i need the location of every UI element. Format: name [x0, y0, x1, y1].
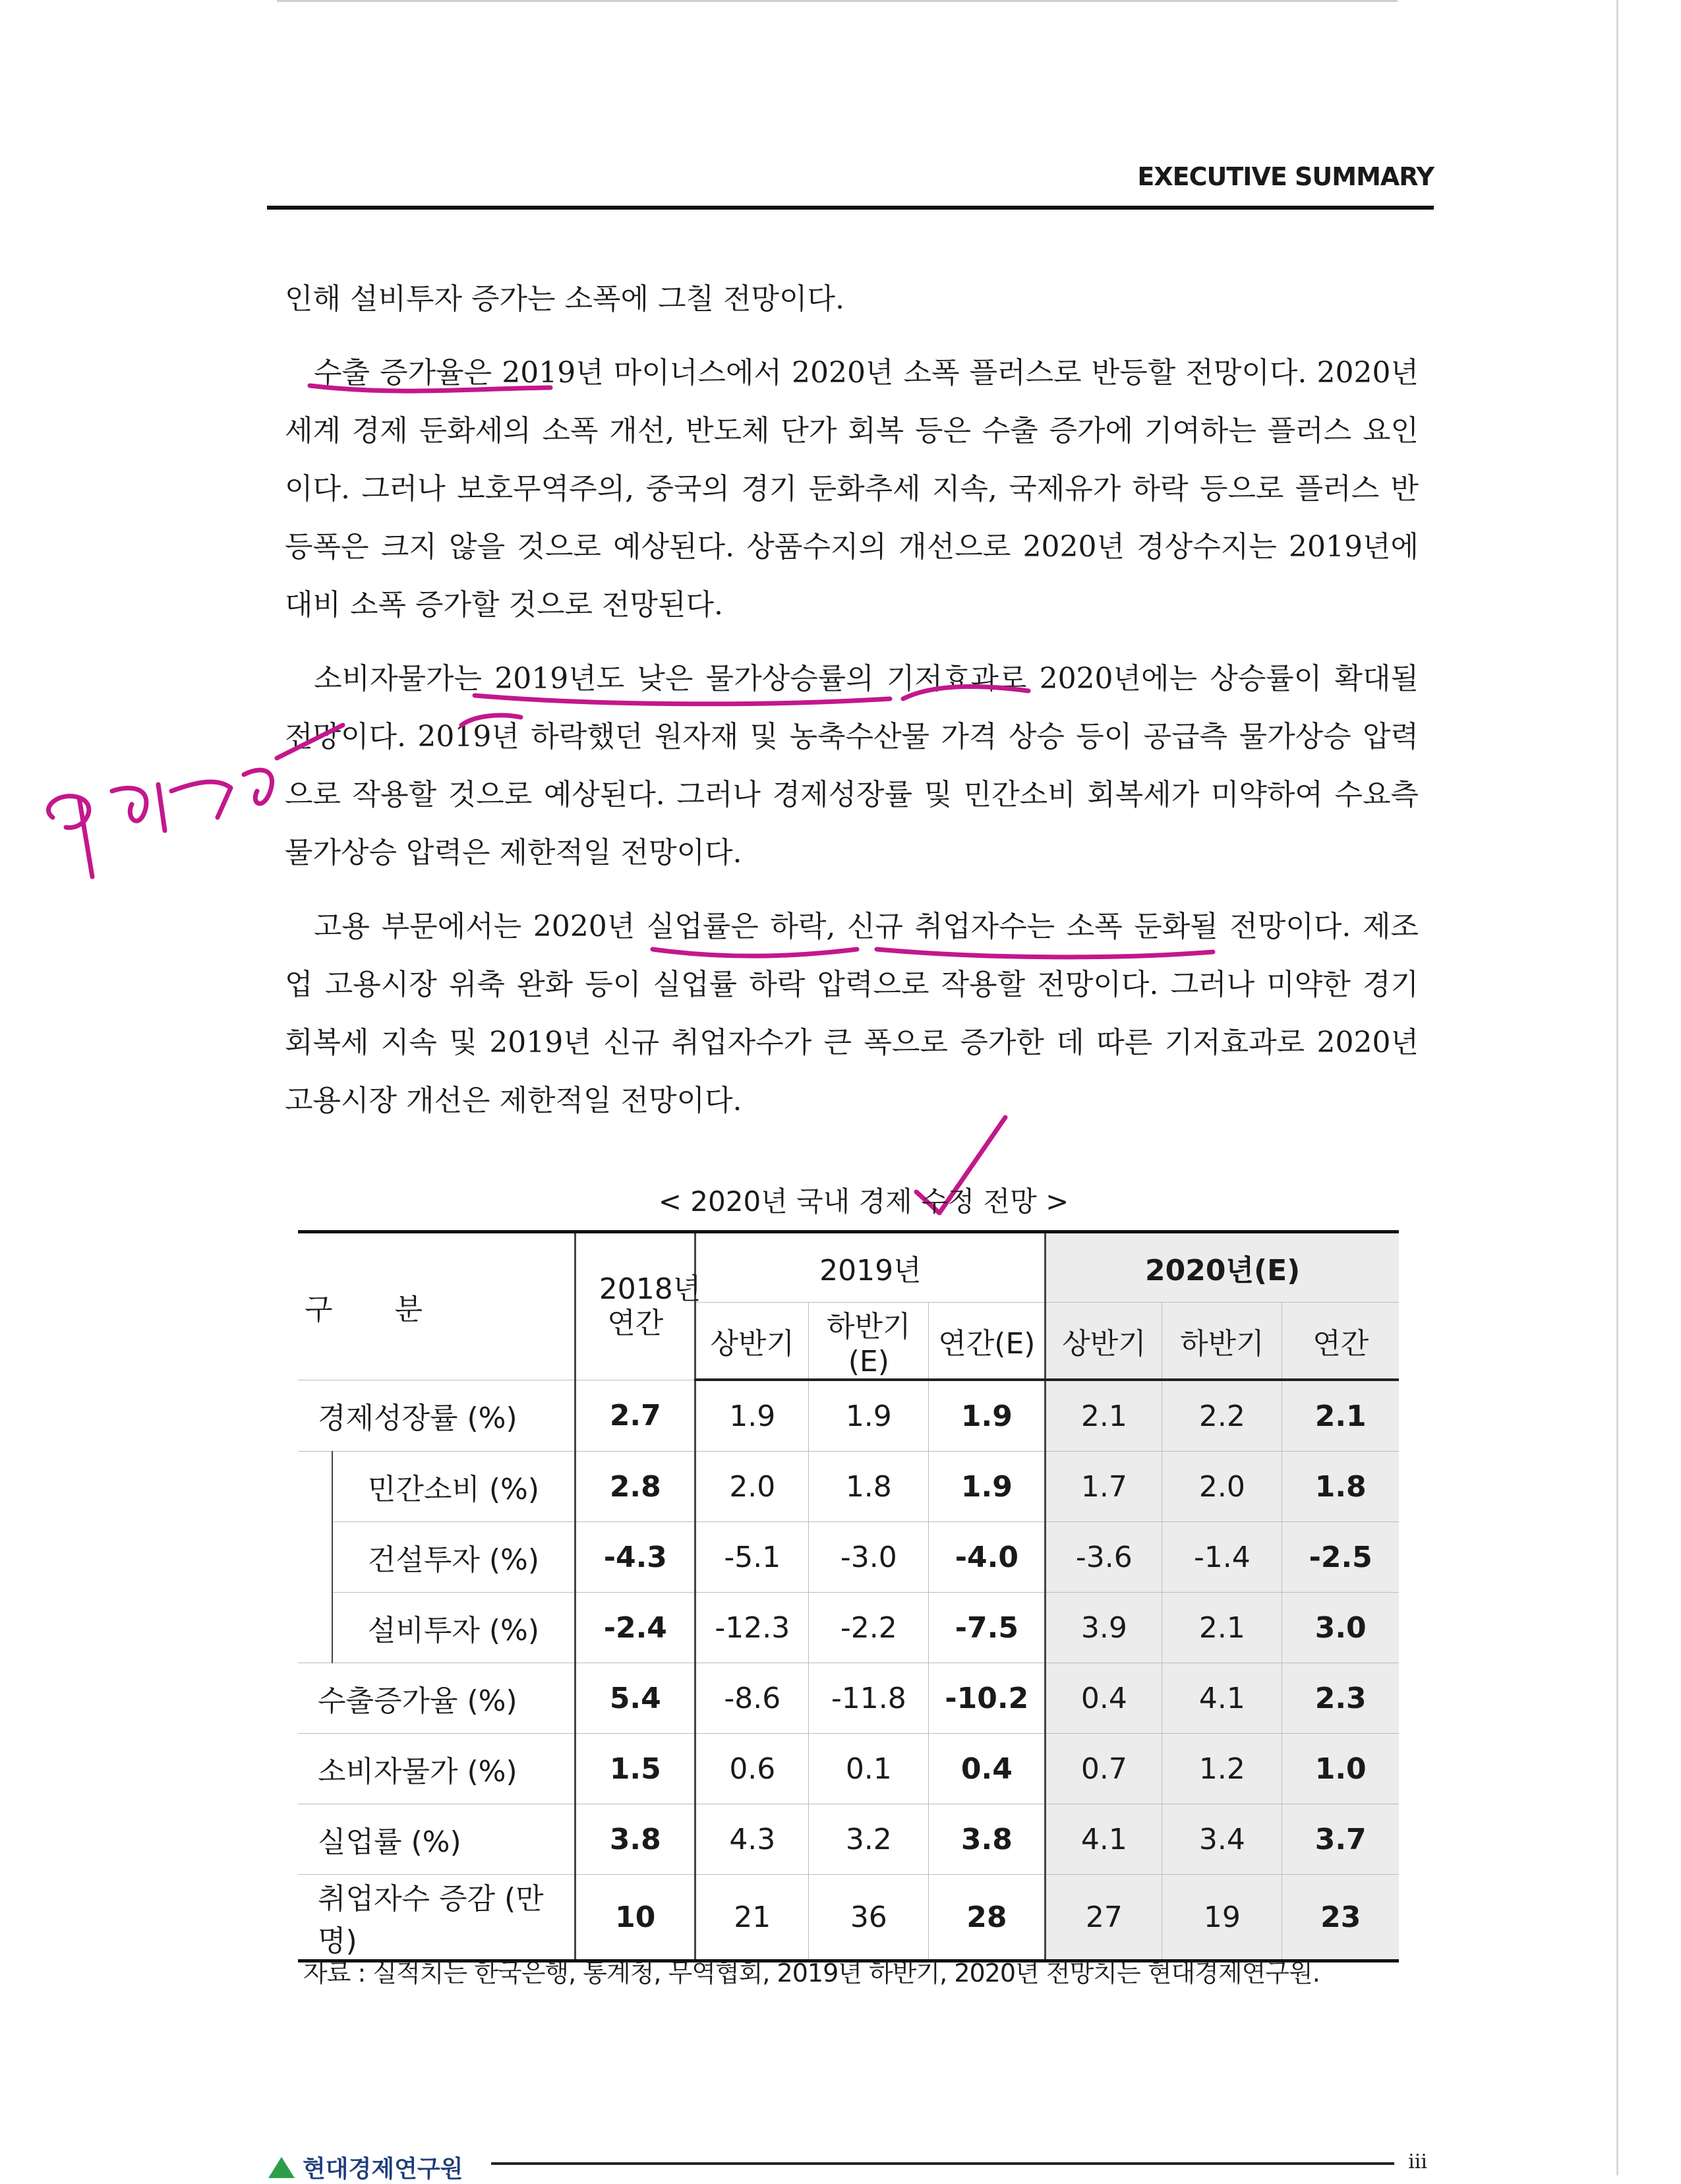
table-row-gdp — [298, 1380, 1399, 1452]
cell: 0.7 — [1046, 1734, 1162, 1804]
cell: 2.7 — [575, 1380, 695, 1452]
cell: 2.1 — [1282, 1380, 1399, 1452]
cell: 2.0 — [1162, 1452, 1282, 1522]
cell: 4.1 — [1162, 1663, 1282, 1734]
cell: 3.7 — [1282, 1804, 1399, 1875]
row-label: 취업자수 증감 (만명) — [298, 1875, 575, 1961]
cell: 0.6 — [695, 1734, 809, 1804]
logo-triangle-icon — [267, 2156, 296, 2179]
row-label: 건설투자 (%) — [332, 1522, 575, 1593]
cell: 4.3 — [695, 1804, 809, 1875]
table-row-construction — [298, 1522, 1399, 1593]
cell: 2.3 — [1282, 1663, 1399, 1734]
table-row-employment-change — [298, 1875, 1399, 1961]
table-row-facility — [298, 1593, 1399, 1663]
cell: 4.1 — [1046, 1804, 1162, 1875]
page-edge — [1616, 0, 1618, 2175]
row-label: 민간소비 (%) — [332, 1452, 575, 1522]
body-text — [285, 270, 1419, 1146]
cell: 1.2 — [1162, 1734, 1282, 1804]
forecast-table — [298, 1230, 1399, 1963]
cell: -4.3 — [575, 1522, 695, 1593]
cell: -4.0 — [929, 1522, 1046, 1593]
table-header-row-1 — [298, 1232, 1399, 1303]
cell: 19 — [1162, 1875, 1282, 1961]
cell: -7.5 — [929, 1593, 1046, 1663]
header-2018 — [575, 1232, 701, 1380]
cell: 2.8 — [575, 1452, 695, 1522]
paragraph-prices: 소비자물가는 2019년도 낮은 물가상승률의 기저효과로 2020년에는 상승률이 확대될 전망이다. 2019년 하락했던 원자재 및 농축수산물 가격 상승 등이 공급측 물가상승 압력으로 작용할 것으로 예상된다. 그러나 경제성장률 및 민간소비 회복세가 미약하여 수요측 물가상승 압력은 제한적일 전망이다. — [285, 662, 1419, 870]
cell: -3.0 — [809, 1522, 929, 1593]
header-2019: 2019년 — [695, 1232, 1046, 1303]
indent-spacer — [298, 1593, 332, 1663]
cell: 3.2 — [809, 1804, 929, 1875]
table-title: < 2020년 국내 경제 수정 전망 > — [658, 1185, 1069, 1218]
table-row-cpi — [298, 1734, 1399, 1804]
cell: 1.9 — [929, 1380, 1046, 1452]
page-number: iii — [1408, 2150, 1427, 2173]
paragraph-employment: 고용 부문에서는 2020년 실업률은 하락, 신규 취업자수는 소폭 둔화될 전망이다. 제조업 고용시장 위축 완화 등이 실업률 하락 압력으로 작용할 전망이다. 그러나 미약한 경기 회복세 지속 및 2019년 신규 취업자수가 큰 폭으로 증가한 데 따른 기저효과로 2020년 고용시장 개선은 제한적일 전망이다. — [285, 910, 1419, 1117]
table-row-unemployment — [298, 1804, 1399, 1875]
cell: -11.8 — [809, 1663, 929, 1734]
cell: 1.9 — [809, 1380, 929, 1452]
cell: -8.6 — [695, 1663, 809, 1734]
cell: 36 — [809, 1875, 929, 1961]
row-label: 수출증가율 (%) — [298, 1663, 575, 1734]
cell: -2.2 — [809, 1593, 929, 1663]
paragraph-1: 인해 설비투자 증가는 소폭에 그칠 전망이다. — [285, 282, 844, 316]
cell: 1.7 — [1046, 1452, 1162, 1522]
header-2020-annual: 연간 — [1282, 1303, 1399, 1380]
row-label: 소비자물가 (%) — [298, 1734, 575, 1804]
cell: 10 — [575, 1875, 695, 1961]
cell: 0.1 — [809, 1734, 929, 1804]
cell: 0.4 — [929, 1734, 1046, 1804]
cell: 1.9 — [695, 1380, 809, 1452]
table-source: 자료 : 실적치는 한국은행, 통계청, 무역협회, 2019년 하반기, 2020년 전망치는 현대경제연구원. — [303, 1959, 1320, 1988]
header-2019-annual: 연간(E) — [929, 1303, 1046, 1380]
header-2020: 2020년(E) — [1046, 1232, 1399, 1303]
cell: 27 — [1046, 1875, 1162, 1961]
cell: -1.4 — [1162, 1522, 1282, 1593]
cell: 3.8 — [575, 1804, 695, 1875]
top-rule — [277, 0, 1398, 2]
row-label: 경제성장률 (%) — [298, 1380, 575, 1452]
header-2019-h1: 상반기 — [695, 1303, 809, 1380]
cell: -2.4 — [575, 1593, 695, 1663]
cell: 2.0 — [695, 1452, 809, 1522]
cell: 5.4 — [575, 1663, 695, 1734]
header-2018-label: 2018년 연간 — [599, 1272, 701, 1340]
page-footer — [267, 2150, 1434, 2183]
cell: 1.8 — [809, 1452, 929, 1522]
cell: 2.1 — [1162, 1593, 1282, 1663]
row-label: 실업률 (%) — [298, 1804, 575, 1875]
table-row-exports — [298, 1663, 1399, 1734]
header-2019-h2: 하반기(E) — [809, 1303, 929, 1380]
header-title: EXECUTIVE SUMMARY — [1137, 162, 1434, 191]
row-label: 설비투자 (%) — [332, 1593, 575, 1663]
cell: 3.0 — [1282, 1593, 1399, 1663]
cell: -5.1 — [695, 1522, 809, 1593]
cell: -10.2 — [929, 1663, 1046, 1734]
cell: 28 — [929, 1875, 1046, 1961]
cell: 3.4 — [1162, 1804, 1282, 1875]
paragraph-exports: 수출 증가율은 2019년 마이너스에서 2020년 소폭 플러스로 반등할 전망이다. 2020년 세계 경제 둔화세의 소폭 개선, 반도체 단가 회복 등은 수출 증가에 기여하는 플러스 요인이다. 그러나 보호무역주의, 중국의 경기 둔화추세 지속, 국제유가 하락 등으로 플러스 반등폭은 크지 않을 것으로 예상된다. 상품수지의 개선으로 2020년 경상수지는 2019년에 대비 소폭 증가할 것으로 전망된다. — [285, 356, 1419, 622]
cell: 21 — [695, 1875, 809, 1961]
cell: 1.9 — [929, 1452, 1046, 1522]
indent-spacer — [298, 1522, 332, 1593]
header-2020-h2: 하반기 — [1162, 1303, 1282, 1380]
header-2020-h1: 상반기 — [1046, 1303, 1162, 1380]
header-category: 구 분 — [298, 1232, 575, 1380]
footer-logo — [267, 2150, 463, 2184]
indent-spacer — [298, 1452, 332, 1522]
footer-rule — [491, 2162, 1394, 2165]
cell: 1.5 — [575, 1734, 695, 1804]
page-header — [267, 156, 1434, 210]
cell: -3.6 — [1046, 1522, 1162, 1593]
cell: 0.4 — [1046, 1663, 1162, 1734]
cell: -2.5 — [1282, 1522, 1399, 1593]
table-row-consumption — [298, 1452, 1399, 1522]
cell: 1.8 — [1282, 1452, 1399, 1522]
footer-logo-text: 현대경제연구원 — [303, 2156, 463, 2183]
cell: 2.1 — [1046, 1380, 1162, 1452]
cell: 1.0 — [1282, 1734, 1399, 1804]
cell: 3.8 — [929, 1804, 1046, 1875]
cell: 3.9 — [1046, 1593, 1162, 1663]
cell: 2.2 — [1162, 1380, 1282, 1452]
cell: 23 — [1282, 1875, 1399, 1961]
cell: -12.3 — [695, 1593, 809, 1663]
